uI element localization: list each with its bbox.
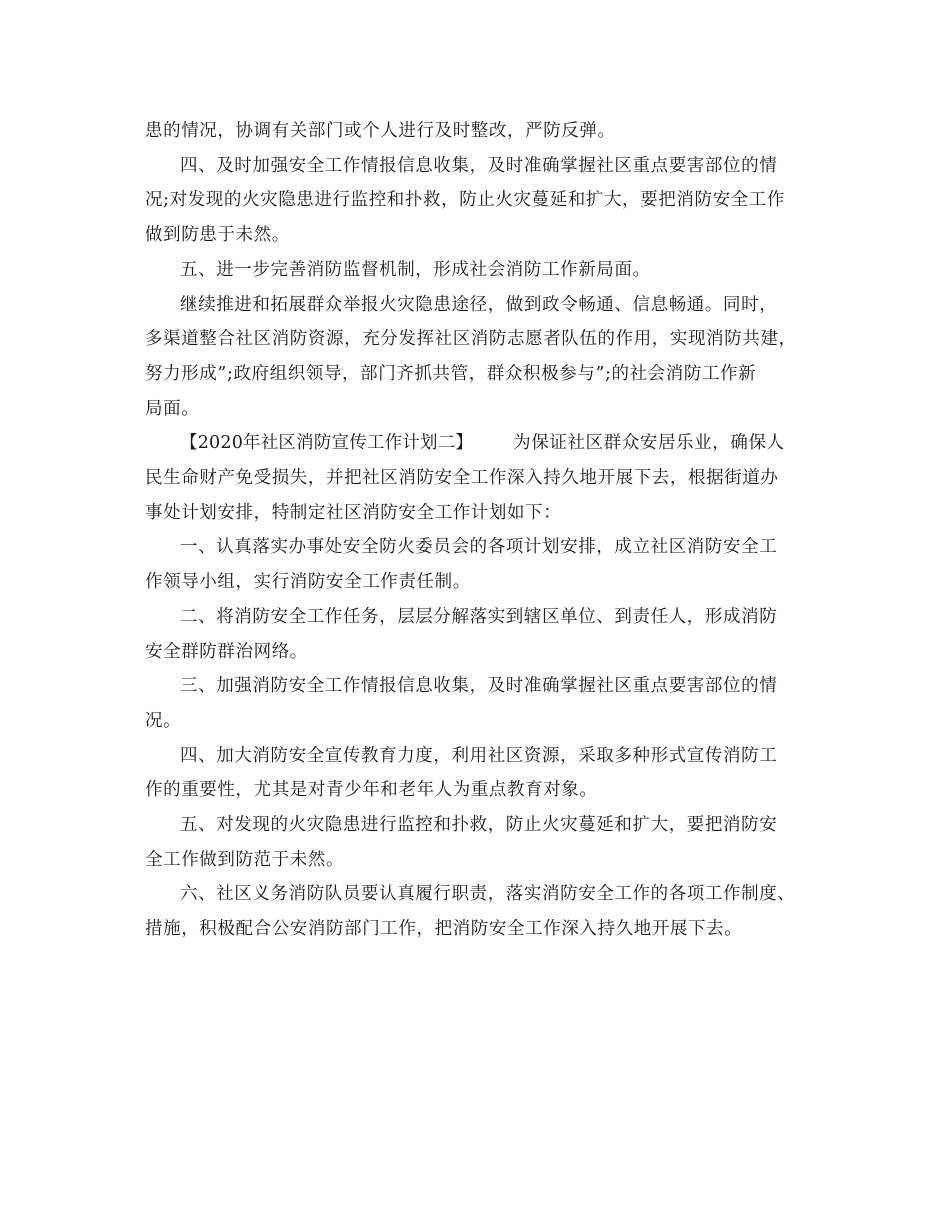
paragraph-plan-item-2 — [145, 600, 807, 669]
intro-text: 为保证社区群众安居乐业，确保人 — [513, 433, 785, 454]
text-line: 作领导小组，实行消防安全工作责任制。 — [145, 572, 471, 593]
text-line: 努力形成”;政府组织领导，部门齐抓共管，群众积极参与”;的社会消防工作新 — [145, 363, 757, 384]
paragraph-plan-two-intro — [145, 426, 807, 530]
paragraph-continuation — [145, 114, 807, 149]
paragraph-plan-item-5 — [145, 808, 807, 877]
text-line: 五、进一步完善消防监督机制，形成社会消防工作新局面。 — [180, 259, 651, 280]
text-line: 四、及时加强安全工作情报信息收集，及时准确掌握社区重点要害部位的情 — [180, 155, 778, 176]
text-line: 况。 — [145, 710, 182, 731]
text-line: 全工作做到防范于未然。 — [145, 849, 345, 870]
text-line: 继续推进和拓展群众举报火灾隐患途径，做到政令畅通、信息畅通。同时， — [180, 294, 778, 315]
paragraph-plan-item-3 — [145, 669, 807, 738]
text-line: 措施，积极配合公安消防部门工作，把消防安全工作深入持久地开展下去。 — [145, 919, 743, 940]
text-line: 二、将消防安全工作任务，层层分解落实到辖区单位、到责任人，形成消防 — [180, 606, 778, 627]
text-line: 局面。 — [145, 398, 200, 419]
text-line: 四、加大消防安全宣传教育力度，利用社区资源，采取多种形式宣传消防工 — [180, 745, 778, 766]
text-line — [145, 426, 807, 461]
text-line: 况;对发现的火灾隐患进行监控和扑救，防止火灾蔓延和扩大，要把消防安全工作 — [145, 190, 785, 211]
paragraph-plan-item-4 — [145, 739, 807, 808]
text-line: 作的重要性，尤其是对青少年和老年人为重点教育对象。 — [145, 780, 598, 801]
paragraph-continue-promote — [145, 288, 807, 427]
section-heading: 【2020年社区消防宣传工作计划二】 — [180, 433, 474, 454]
text-line: 事处计划安排，特制定社区消防安全工作计划如下： — [145, 502, 562, 523]
paragraph-plan-item-6 — [145, 877, 807, 946]
paragraph-item-4 — [145, 149, 807, 253]
text-line: 患的情况，协调有关部门或个人进行及时整改，严防反弹。 — [145, 121, 616, 141]
text-line: 安全群防群治网络。 — [145, 641, 308, 662]
text-line: 三、加强消防安全工作情报信息收集，及时准确掌握社区重点要害部位的情 — [180, 676, 778, 697]
paragraph-plan-item-1 — [145, 530, 807, 599]
text-line: 一、认真落实办事处安全防火委员会的各项计划安排，成立社区消防安全工 — [180, 537, 778, 558]
text-line: 五、对发现的火灾隐患进行监控和扑救，防止火灾蔓延和扩大，要把消防安 — [180, 815, 778, 836]
text-line: 民生命财产免受损失，并把社区消防安全工作深入持久地开展下去，根据街道办 — [145, 468, 779, 489]
paragraph-item-5 — [145, 253, 807, 288]
text-line: 做到防患于未然。 — [145, 225, 290, 246]
document-body — [145, 114, 807, 947]
text-line: 六、社区义务消防队员要认真履行职责，落实消防安全工作的各项工作制度、 — [180, 884, 796, 905]
text-line: 多渠道整合社区消防资源，充分发挥社区消防志愿者队伍的作用，实现消防共建， — [145, 329, 797, 350]
